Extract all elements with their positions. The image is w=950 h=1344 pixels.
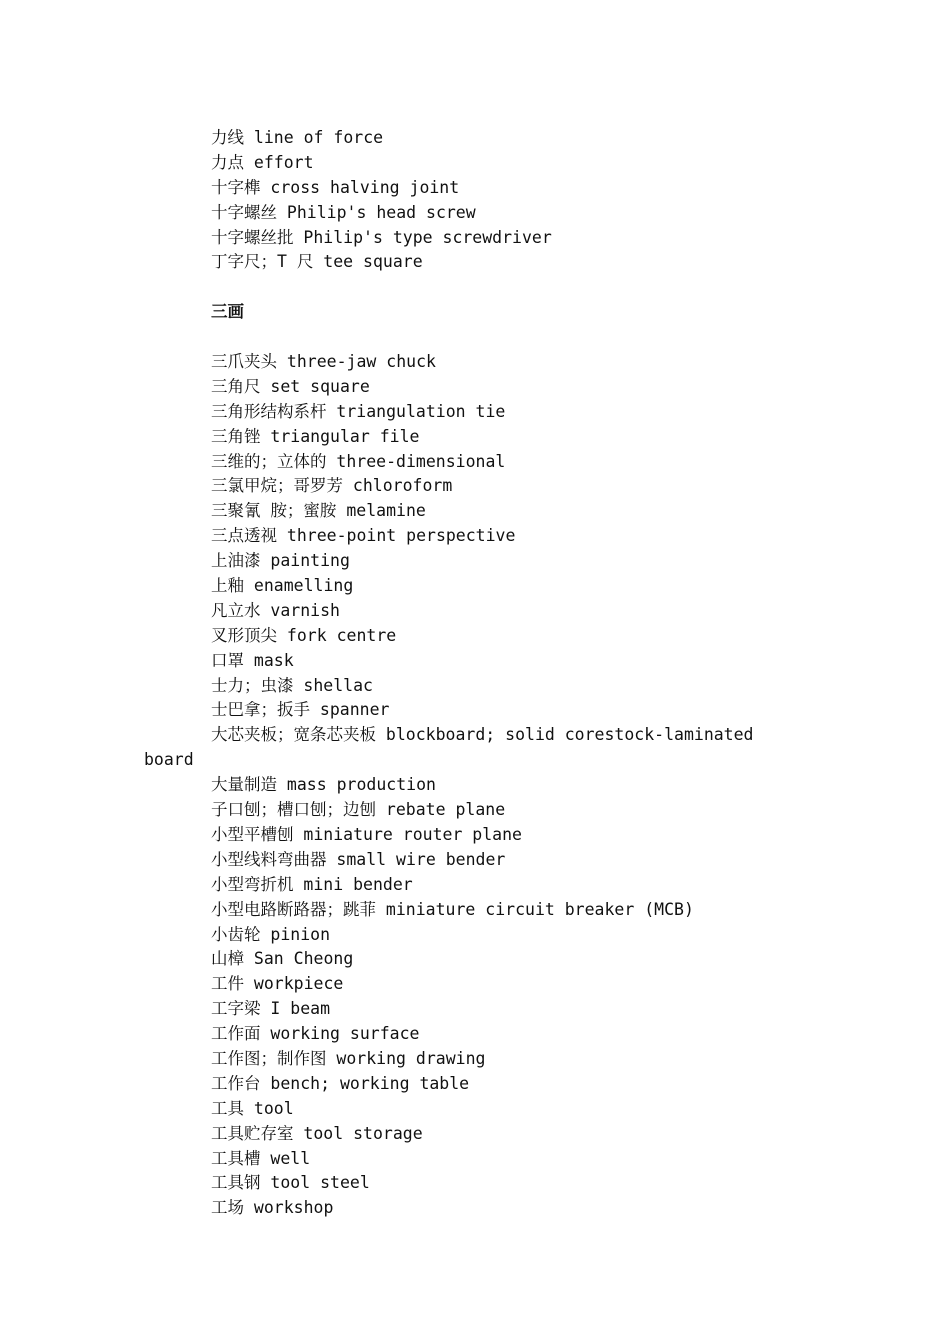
glossary-body xyxy=(144,126,804,1221)
glossary-entry: 十字螺丝批 Philip's type screwdriver xyxy=(211,227,552,247)
glossary-entry: 丁字尺；T 尺 tee square xyxy=(211,252,423,272)
glossary-entry: 十字螺丝 Philip's head screw xyxy=(211,202,476,222)
spacer xyxy=(144,325,804,350)
glossary-entry: 工字梁 I beam xyxy=(211,999,331,1019)
glossary-entry: 叉形顶尖 fork centre xyxy=(211,625,397,645)
glossary-entry: 三聚氰 胺；蜜胺 melamine xyxy=(211,501,426,521)
glossary-entry: 小型弯折机 mini bender xyxy=(211,874,413,894)
glossary-entry: 子口刨；槽口刨；边刨 rebate plane xyxy=(211,800,506,820)
spacer xyxy=(144,275,804,300)
glossary-entry: 大芯夹板；宽条芯夹板 blockboard; solid corestock-laminated board xyxy=(144,725,754,770)
glossary-entry: 工具贮存室 tool storage xyxy=(211,1123,423,1143)
glossary-entry: 口罩 mask xyxy=(211,650,294,670)
glossary-entry: 小齿轮 pinion xyxy=(211,924,331,944)
glossary-entry: 工作图；制作图 working drawing xyxy=(211,1048,486,1068)
glossary-entry: 凡立水 varnish xyxy=(211,600,340,620)
glossary-entry: 工具钢 tool steel xyxy=(211,1173,370,1193)
glossary-entry: 三氯甲烷；哥罗芳 chloroform xyxy=(211,476,453,496)
glossary-entry: 三爪夹头 three-jaw chuck xyxy=(211,352,436,372)
glossary-entry: 小型平槽刨 miniature router plane xyxy=(211,824,522,844)
glossary-entry: 十字榫 cross halving joint xyxy=(211,177,460,197)
glossary-entry: 三角尺 set square xyxy=(211,376,370,396)
glossary-entry: 上油漆 painting xyxy=(211,551,350,571)
glossary-entry: 士力；虫漆 shellac xyxy=(211,675,373,695)
glossary-entry: 山樟 San Cheong xyxy=(211,949,354,969)
glossary-entry: 三角形结构系杆 triangulation tie xyxy=(211,401,506,421)
glossary-entry: 三点透视 three-point perspective xyxy=(211,526,516,546)
glossary-entry: 力线 line of force xyxy=(211,128,384,147)
glossary-entry: 小型电路断路器；跳菲 miniature circuit breaker (MCB) xyxy=(211,899,694,919)
glossary-entry: 工作台 bench; working table xyxy=(211,1073,470,1093)
glossary-entry: 工作面 working surface xyxy=(211,1024,420,1044)
glossary-entry: 力点 effort xyxy=(211,152,314,172)
glossary-entry: 工件 workpiece xyxy=(211,974,344,994)
glossary-entry: 三维的；立体的 three-dimensional xyxy=(211,451,506,471)
glossary-entry: 三角锉 triangular file xyxy=(211,426,420,446)
glossary-entry: 上釉 enamelling xyxy=(211,576,354,596)
glossary-entry: 工场 workshop xyxy=(211,1198,334,1218)
section-heading: 三画 xyxy=(211,302,244,322)
glossary-entry: 大量制造 mass production xyxy=(211,775,436,795)
glossary-entry: 工具槽 well xyxy=(211,1148,311,1168)
glossary-entry: 小型线料弯曲器 small wire bender xyxy=(211,849,506,869)
glossary-entry: 士巴拿；扳手 spanner xyxy=(211,700,390,720)
glossary-entry: 工具 tool xyxy=(211,1098,294,1118)
